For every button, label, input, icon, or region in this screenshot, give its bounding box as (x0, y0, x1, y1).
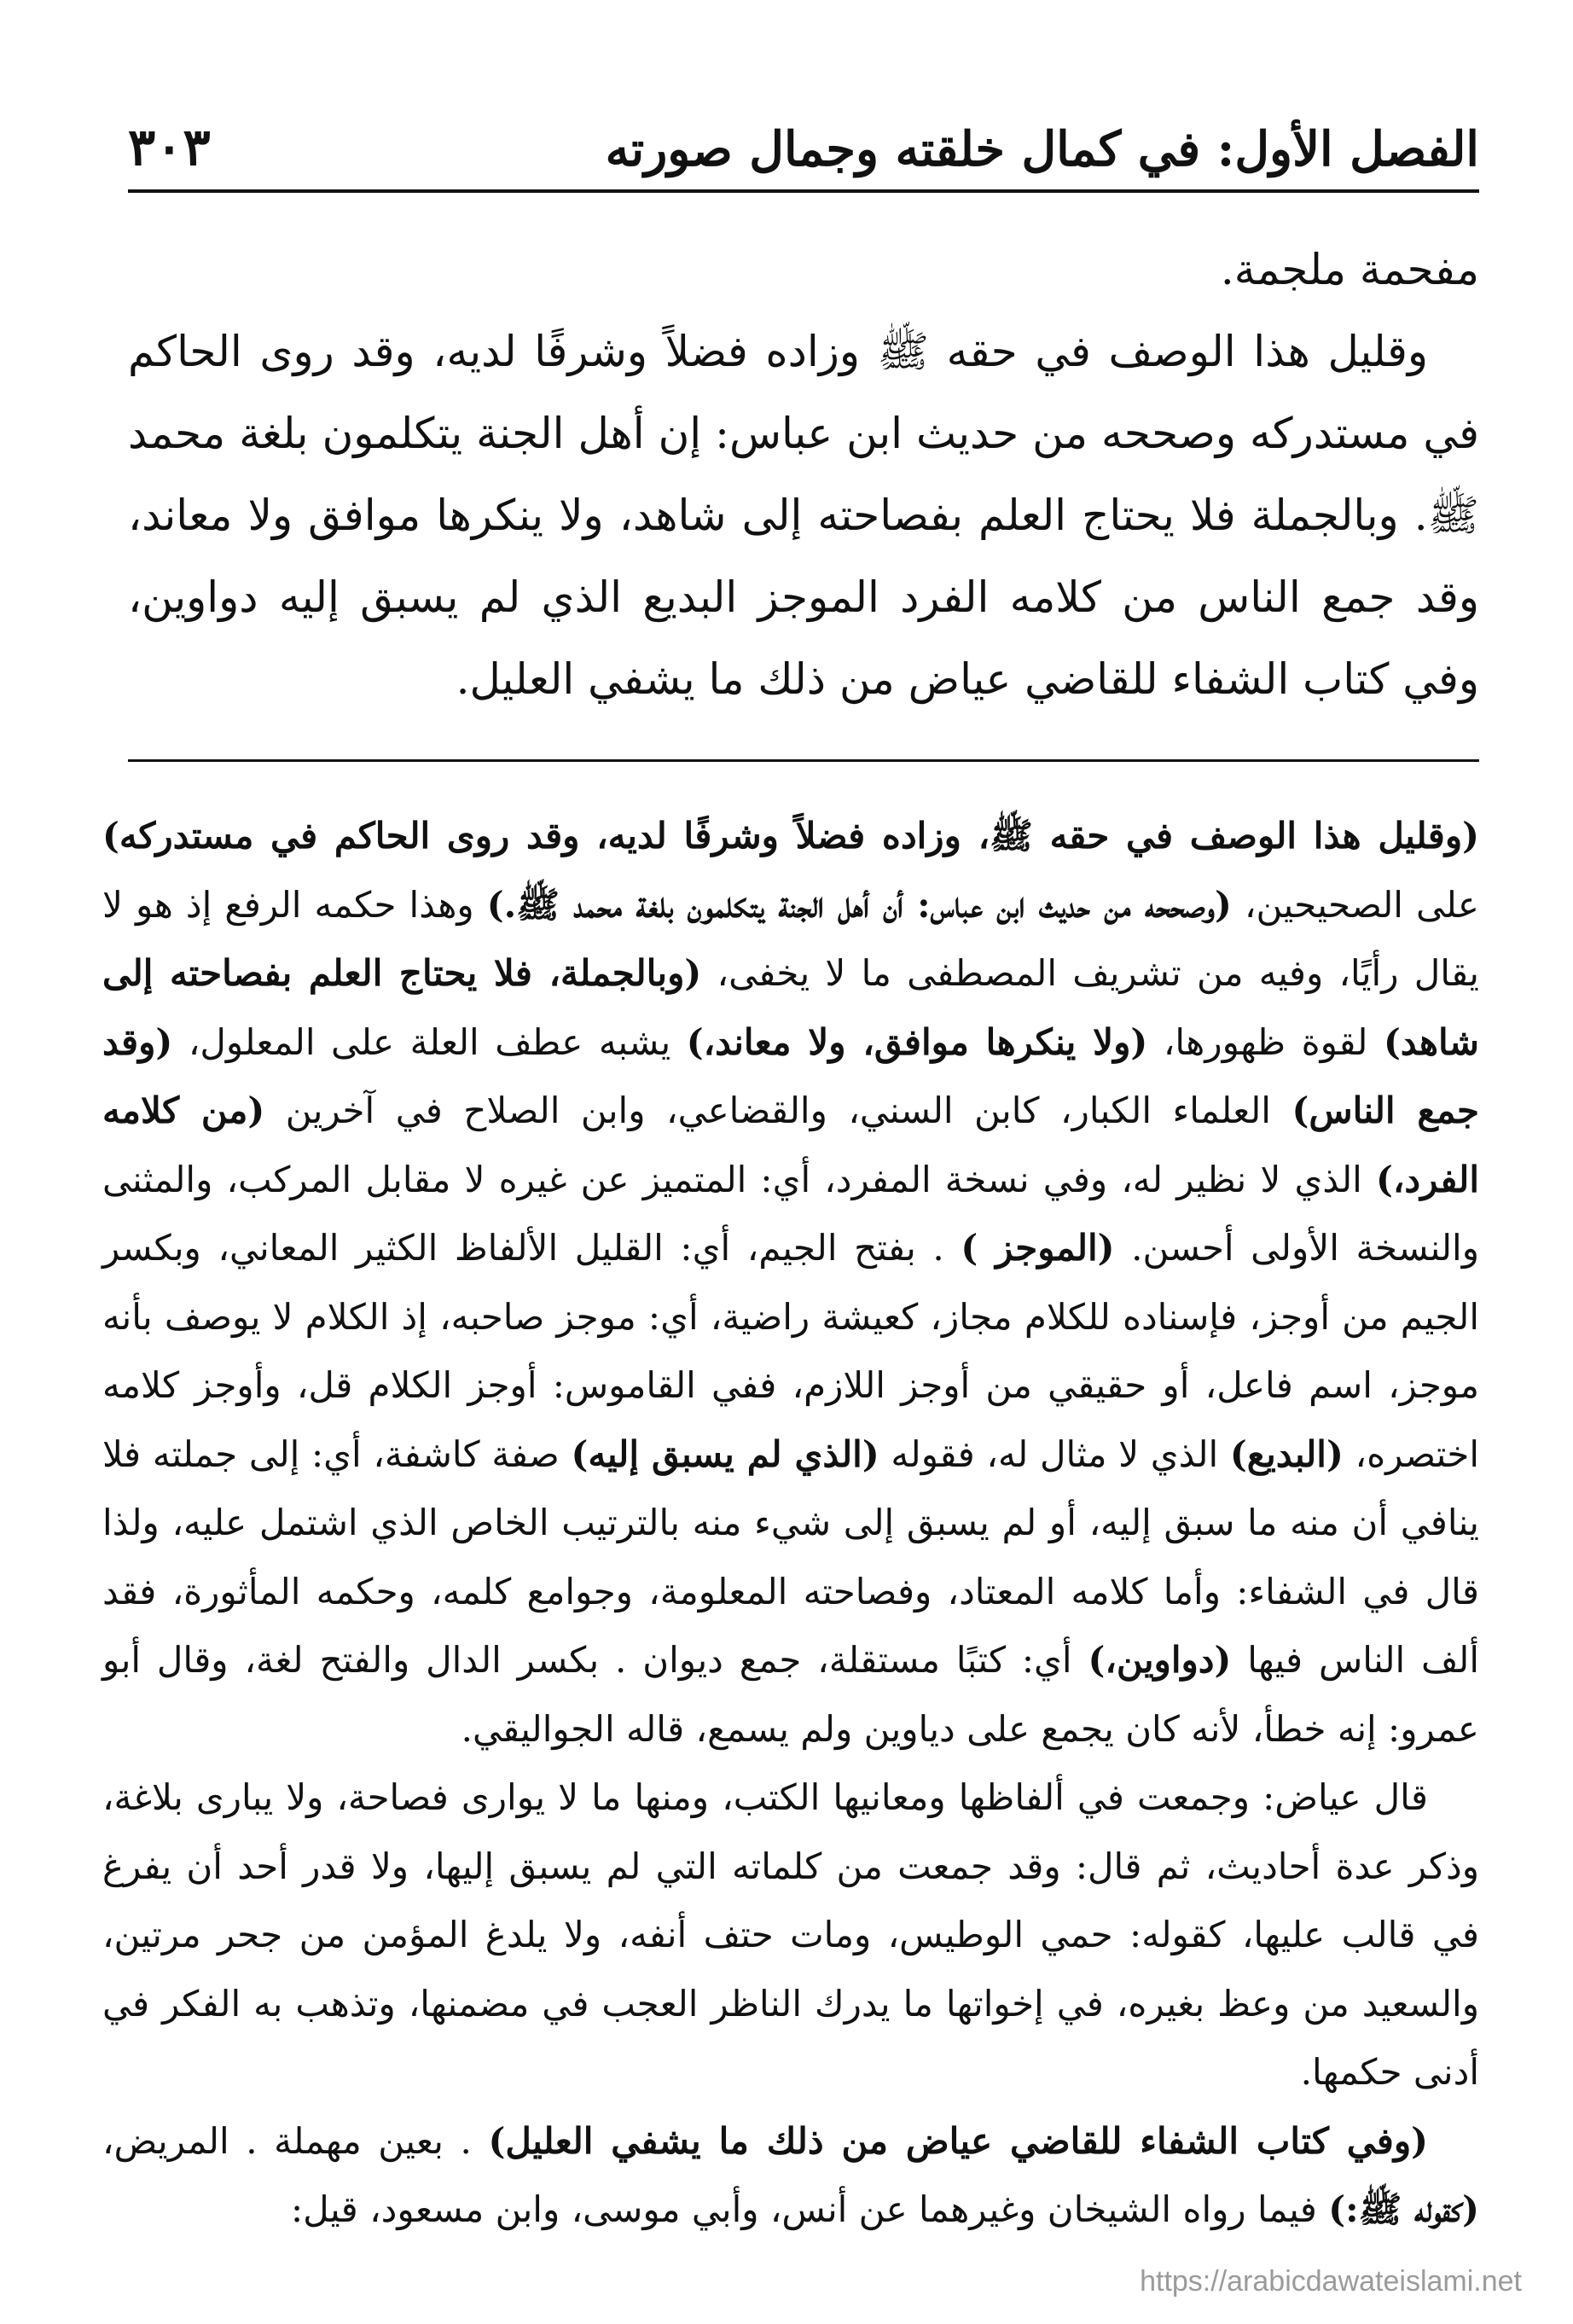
quoted-text: (من كلامه الفرد،) (102, 1089, 1479, 1200)
commentary-text: . بفتح الجيم، أي: القليل الألفاظ الكثير المعاني، وبكسر الجيم من أوجز، فإسناده للكلام مجاز، كعيشة راضية، أي: موجز صاحبه، إذ الكلام لا يوصف بأنه موجز، اسم فاعل، أو حقيقي من أوجز اللازم، ففي القاموس: أوجز الكلام قل، وأوجز كلامه اختصره، (102, 1227, 1479, 1475)
commentary-paragraph-3 (102, 2107, 1479, 2245)
main-paragraph-2: وقليل هذا الوصف في حقه ﷺ وزاده فضلاً وشرفًا لديه، وقد روى الحاكم في مستدركه وصححه من حديث ابن عباس: إن أهل الجنة يتكلمون بلغة محمد ﷺ. وبالجملة فلا يحتاج العلم بفصاحته إلى شاهد، ولا ينكرها موافق ولا معاند، وقد جمع الناس من كلامه الفرد الموجز البديع الذي لم يسبق إليه دواوين، وفي كتاب الشفاء للقاضي عياض من ذلك ما يشفي العليل. (128, 327, 1479, 704)
page-header (128, 92, 1479, 193)
quoted-text: (وفي كتاب الشفاء للقاضي عياض من ذلك ما يشفي العليل) (488, 2119, 1428, 2162)
quoted-text: (الموجز ) (961, 1227, 1115, 1269)
commentary-text: الذي لا نظير له، وفي نسخة المفرد، أي: المتميز عن غيره لا مقابل المركب، والمثنى والنسخة الأولى أحسن. (102, 1158, 1480, 1269)
quoted-text: (كقوله ﷺ:) (1328, 2188, 1479, 2230)
quoted-text: (وبالجملة، فلا يحتاج العلم بفصاحته إلى شاهد) (102, 952, 1479, 1063)
quoted-text: (ولا ينكرها موافق، ولا معاند،) (686, 1020, 1148, 1063)
commentary-paragraph-1 (102, 802, 1479, 1763)
commentary-text: . بعين مهملة . المريض، (102, 2119, 489, 2162)
commentary-text: صفة كاشفة، أي: إلى جملته فلا ينافي أن منه ما سبق إليه، أو لم يسبق إلى شيء منه بالترتيب الخاص الذي اشتمل عليه، ولذا قال في الشفاء: وأما كلامه المعتاد، وفصاحته المعلومة، وجوامع كلمه، وحكمه المأثورة، فقد ألف الناس فيها (102, 1432, 1479, 1681)
commentary-text: وهذا حكمه الرفع إذ هو لا يقال رأيًا، وفيه من تشريف المصطفى ما لا يخفى، (102, 883, 1479, 994)
commentary-text: لقوة ظهورها، (1147, 1020, 1384, 1063)
commentary-text: العلماء الكبار، كابن السني، والقضاعي، وابن الصلاح في آخرين (264, 1089, 1292, 1131)
commentary-text: على الصحيحين، (1231, 883, 1479, 926)
quoted-text: (وقد جمع الناس) (102, 1020, 1479, 1131)
quoted-text: (وصححه من حديث ابن عباس: أن أهل الجنة يتكلمون بلغة محمد ﷺ.) (486, 883, 1232, 926)
main-text (128, 229, 1479, 720)
commentary-text: أي: كتبًا مستقلة، جمع ديوان . بكسر الدال والفتح لغة، وقال أبو عمرو: إنه خطأ، لأنه كان يجمع على دياوين ولم يسمع، قاله الجواليقي. (102, 1639, 1479, 1750)
quoted-text: (البديع) (1229, 1432, 1344, 1475)
commentary-text: فيما رواه الشيخان وغيرهما عن أنس، وأبي موسى، وابن مسعود، قيل: (291, 2188, 1329, 2230)
quoted-text: (وقليل هذا الوصف في حقه ﷺ، وزاده فضلاً وشرفًا لديه، وقد روى الحاكم في مستدركه) (102, 815, 1479, 857)
chapter-title: الفصل الأول: في كمال خلقته وجمال صورته (605, 121, 1479, 177)
commentary-text: يشبه عطف العلة على المعلول، (172, 1020, 687, 1063)
quoted-text: (دواوين،) (1088, 1639, 1232, 1681)
main-paragraph-1: مفحمة ملجمة. (1220, 245, 1479, 294)
quoted-text: (الذي لم يسبق إليه) (571, 1432, 879, 1475)
commentary (102, 802, 1479, 2245)
page-number: ٣٠٣ (128, 118, 211, 177)
separator-line (128, 759, 1479, 762)
commentary-paragraph-2: قال عياض: وجمعت في ألفاظها ومعانيها الكتب، ومنها ما لا يوارى فصاحة، ولا يبارى بلاغة، وذكر عدة أحاديث، ثم قال: وقد جمعت من كلماته التي لم يسبق إليها، ولا قدر أحد أن يفرغ في قالب عليها، كقوله: حمي الوطيس، ومات حتف أنفه، ولا يلدغ المؤمن من جحر مرتين، والسعيد من وعظ بغيره، في إخواتها ما يدرك الناظر العجب في مضمنها، وتذهب به الفكر في أدنى حكمها. (102, 1776, 1479, 2093)
commentary-text: الذي لا مثال له، فقوله (879, 1432, 1230, 1475)
watermark: https://arabicdawateislami.net (1140, 2265, 1522, 2298)
